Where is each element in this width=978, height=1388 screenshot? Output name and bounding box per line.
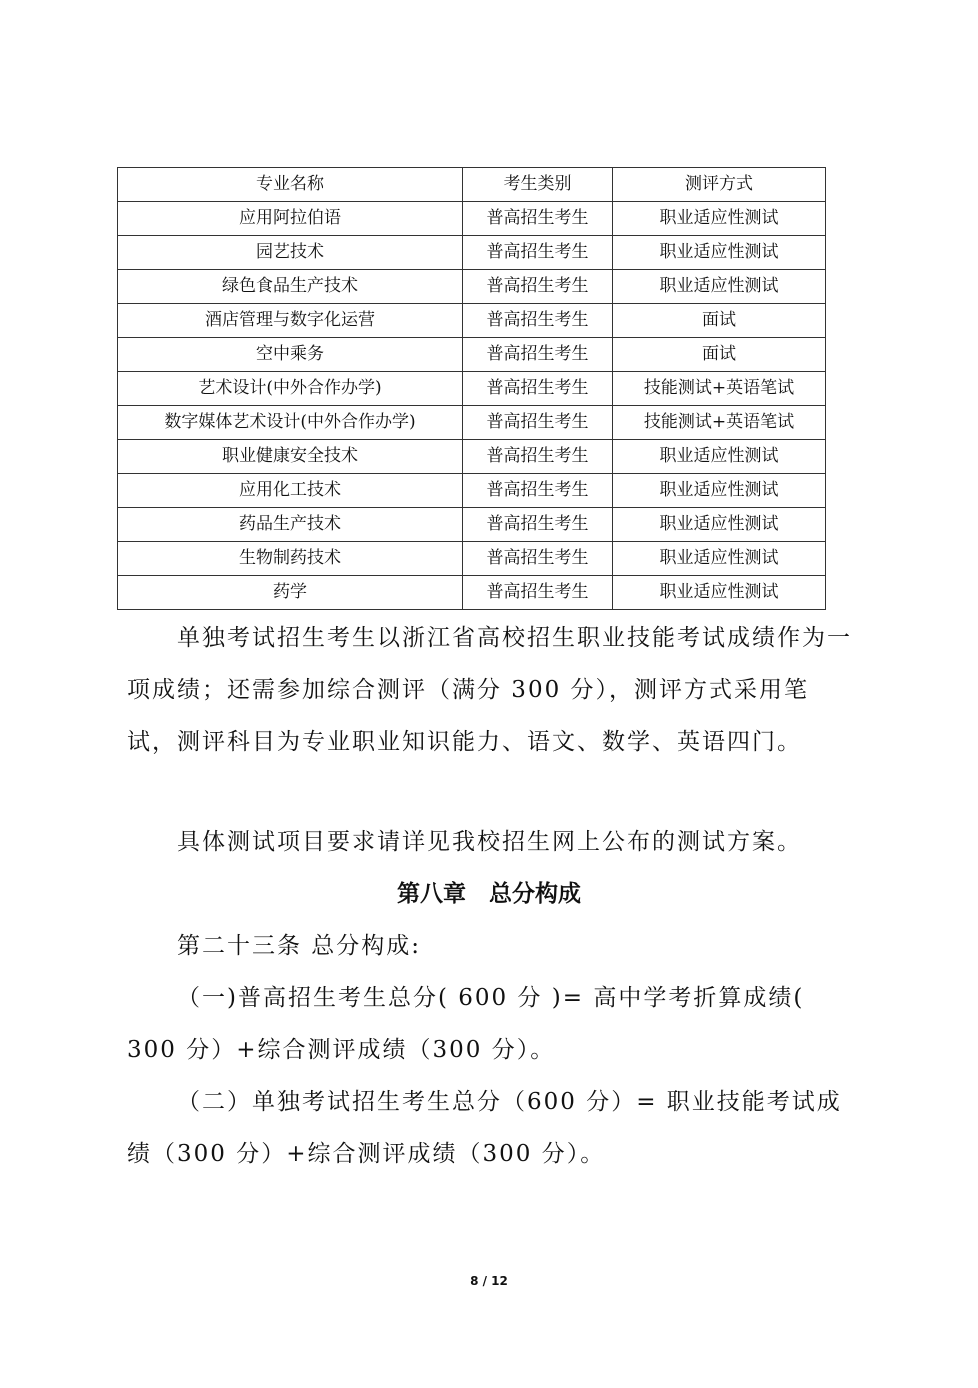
cell-method: 职业适应性测试 (613, 508, 826, 542)
cell-category: 普高招生考生 (463, 440, 613, 474)
table-row (118, 542, 826, 576)
cell-category: 普高招生考生 (463, 542, 613, 576)
table-row (118, 440, 826, 474)
cell-category: 普高招生考生 (463, 474, 613, 508)
paragraph-total-score-general: （一)普高招生考生总分( 600 分 )= 高中学考折算成绩( 300 分）+综合测评成绩（300 分）。 (127, 985, 805, 1063)
cell-major: 绿色食品生产技术 (118, 270, 463, 304)
cell-major: 药学 (118, 576, 463, 610)
table-row (118, 576, 826, 610)
cell-method: 技能测试+英语笔试 (613, 406, 826, 440)
cell-method: 职业适应性测试 (613, 270, 826, 304)
cell-method: 职业适应性测试 (613, 202, 826, 236)
table-row (118, 474, 826, 508)
admission-table (117, 167, 826, 610)
page-number: 8 / 12 (470, 1274, 508, 1288)
paragraph-total-score-separate: （二）单独考试招生考生总分（600 分）= 职业技能考试成绩（300 分）+综合测评成绩（300 分）。 (127, 1089, 842, 1167)
table-row (118, 406, 826, 440)
cell-method: 技能测试+英语笔试 (613, 372, 826, 406)
cell-method: 职业适应性测试 (613, 576, 826, 610)
cell-category: 普高招生考生 (463, 576, 613, 610)
cell-category: 普高招生考生 (463, 406, 613, 440)
cell-major: 生物制药技术 (118, 542, 463, 576)
paragraph-test-plan: 具体测试项目要求请详见我校招生网上公布的测试方案。 (177, 829, 802, 855)
cell-category: 普高招生考生 (463, 338, 613, 372)
cell-major: 空中乘务 (118, 338, 463, 372)
cell-category: 普高招生考生 (463, 270, 613, 304)
table-row (118, 338, 826, 372)
cell-major: 园艺技术 (118, 236, 463, 270)
chapter-title: 第八章 总分构成 (397, 881, 581, 907)
table-header-row (118, 168, 826, 202)
cell-method: 职业适应性测试 (613, 474, 826, 508)
cell-category: 普高招生考生 (463, 304, 613, 338)
cell-major: 应用阿拉伯语 (118, 202, 463, 236)
table-row (118, 372, 826, 406)
table-row (118, 236, 826, 270)
cell-category: 普高招生考生 (463, 508, 613, 542)
cell-category: 普高招生考生 (463, 202, 613, 236)
cell-method: 职业适应性测试 (613, 542, 826, 576)
header-major: 专业名称 (118, 168, 463, 202)
cell-major: 酒店管理与数字化运营 (118, 304, 463, 338)
article-title: 第二十三条 总分构成: (177, 933, 422, 959)
cell-method: 面试 (613, 304, 826, 338)
cell-major: 药品生产技术 (118, 508, 463, 542)
cell-method: 职业适应性测试 (613, 440, 826, 474)
cell-major: 应用化工技术 (118, 474, 463, 508)
paragraph-separate-exam: 单独考试招生考生以浙江省高校招生职业技能考试成绩作为一项成绩；还需参加综合测评（满分 300 分），测评方式采用笔试，测评科目为专业职业知识能力、语文、数学、英语四门。 (127, 625, 852, 755)
header-category: 考生类别 (463, 168, 613, 202)
table-row (118, 304, 826, 338)
table-row (118, 508, 826, 542)
table-row (118, 270, 826, 304)
cell-category: 普高招生考生 (463, 372, 613, 406)
header-method: 测评方式 (613, 168, 826, 202)
cell-method: 面试 (613, 338, 826, 372)
admission-table-container (117, 167, 825, 610)
cell-category: 普高招生考生 (463, 236, 613, 270)
cell-major: 职业健康安全技术 (118, 440, 463, 474)
cell-major: 艺术设计(中外合作办学) (118, 372, 463, 406)
cell-method: 职业适应性测试 (613, 236, 826, 270)
cell-major: 数字媒体艺术设计(中外合作办学) (118, 406, 463, 440)
table-row (118, 202, 826, 236)
